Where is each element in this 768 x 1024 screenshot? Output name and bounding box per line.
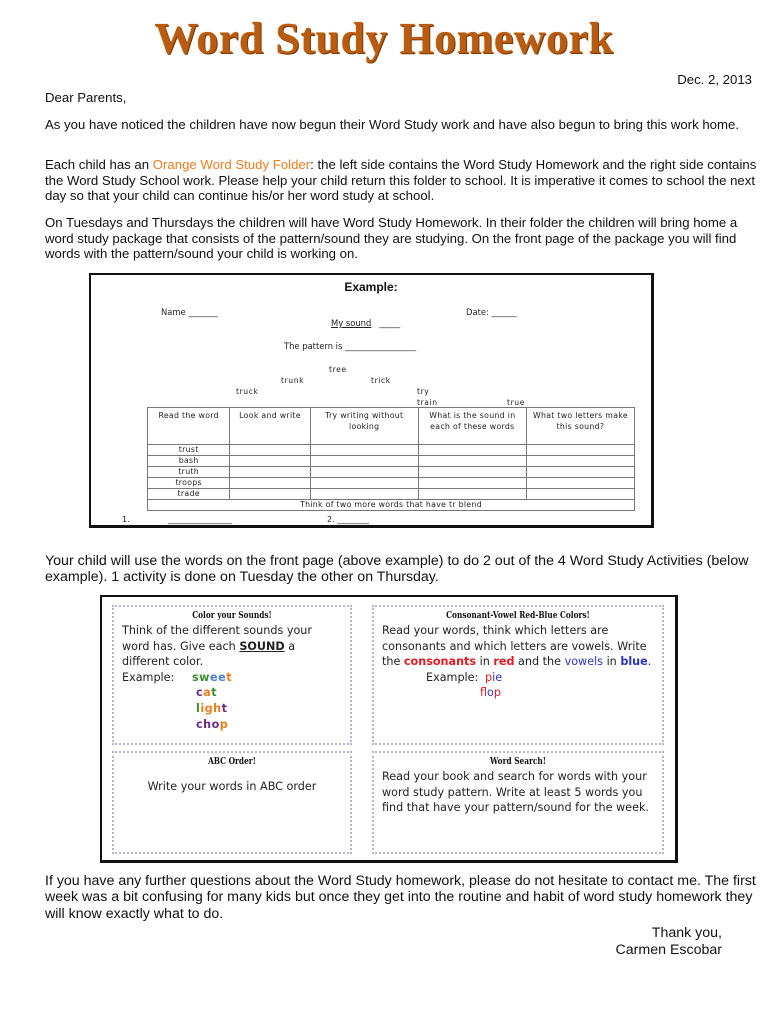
word-cell: bash <box>148 456 230 467</box>
activity-word-search <box>372 751 664 854</box>
cv-examples <box>382 670 654 706</box>
consonants-word: consonants <box>403 655 477 669</box>
word-try: try <box>417 387 430 396</box>
word-trunk: trunk <box>281 376 305 385</box>
activity-text-part: in <box>603 655 621 669</box>
activity-text-part: Read your words, think which letters are consonants and which letters are vowels. Write the <box>382 624 647 669</box>
activity-text: Write your words in ABC order <box>147 780 317 793</box>
word-truck: truck <box>236 387 259 396</box>
colored-segment: l <box>196 701 201 715</box>
line-2: 2. ________ <box>327 515 370 524</box>
colored-segment: fl <box>480 685 488 699</box>
paragraph-folder <box>45 157 757 204</box>
table-row <box>148 467 635 478</box>
color-examples <box>122 670 342 734</box>
colored-word <box>485 670 502 686</box>
colored-segment: t <box>226 670 233 684</box>
paragraph-activities-intro: Your child will use the words on the front page (above example) to do 2 out of the 4 Word Study Activities (below example). 1 activity is done on Tuesday the other on Thursday. <box>45 553 749 586</box>
word-study-table <box>147 407 635 511</box>
blend-prompt: Think of two more words that have tr blend <box>148 500 635 511</box>
example-label: Example: <box>426 670 479 684</box>
activity-color-sounds <box>112 605 352 745</box>
greeting: Dear Parents, <box>45 90 127 105</box>
name-field: Name _______ <box>161 307 218 317</box>
my-sound-field <box>331 318 400 328</box>
colored-segment: t <box>211 686 218 700</box>
header-what-sound: What is the sound in each of these words <box>418 408 526 445</box>
cv-example-flop <box>480 685 501 701</box>
orange-folder-highlight: Orange Word Study Folder <box>152 157 311 172</box>
activity-text-part: a different color. <box>122 639 296 669</box>
colored-segment: p <box>493 685 502 699</box>
activity-title: Word Search! <box>489 757 547 767</box>
paragraph-folder-end: : the left side contains the Word Study Homework and the right side contains the Word Study School work. Please help your child return this folder to school. It is imperative it comes to school the next day so that your child can continue his/or her word study at school. <box>45 157 757 204</box>
my-sound-blank: _____ <box>379 318 401 328</box>
table-row <box>148 489 635 500</box>
colored-segment: sw <box>192 670 210 684</box>
activity-text <box>382 623 654 670</box>
sound-emphasis: SOUND <box>239 639 285 653</box>
colored-segment: p <box>219 717 229 731</box>
table-row <box>148 445 635 456</box>
closing: Thank you, <box>651 925 722 941</box>
table-footer-row <box>148 500 635 511</box>
activity-title: Consonant-Vowel Red-Blue Colors! <box>446 611 590 621</box>
word-cell: trust <box>148 445 230 456</box>
activity-text-part: and the <box>514 655 562 669</box>
word-tree: tree <box>329 365 347 374</box>
table-row <box>148 478 635 489</box>
letter-date: Dec. 2, 2013 <box>677 72 752 87</box>
word-cell: trade <box>148 489 230 500</box>
colored-word <box>192 670 232 686</box>
colored-segment: cho <box>196 717 220 731</box>
date-field: Date: ______ <box>466 307 517 317</box>
colored-word-list <box>192 670 232 732</box>
example-worksheet <box>89 273 654 528</box>
colored-segment: ie <box>492 670 503 684</box>
paragraph-closing: If you have any further questions about the Word Study homework, please do not hesitate to contact me. The first week was a bit confusing for many kids but once they get into the routine and habit of word study homework they will know exactly what to do. <box>45 873 756 922</box>
blue-word: blue <box>620 655 648 669</box>
word-train: train <box>417 398 438 407</box>
colored-segment: ee <box>210 670 227 684</box>
page-title: Word Study Homework <box>154 14 614 63</box>
paragraph-folder-start: Each child has an <box>45 157 153 172</box>
header-try-writing: Try writing without looking <box>310 408 418 445</box>
signature: Carmen Escobar <box>615 942 722 958</box>
header-look-write: Look and write <box>230 408 310 445</box>
activity-text: Read your book and search for words with your word study pattern. Write at least 5 words you find that have your pattern/sound for the week. <box>382 770 649 815</box>
activity-text-part: Think of the different sounds your word has. Give each <box>122 624 312 653</box>
line-1-label: 1. <box>122 515 130 524</box>
activity-text-part: . <box>647 655 652 669</box>
activity-abc-order <box>112 751 352 854</box>
colored-segment: t <box>221 701 228 715</box>
paragraph-schedule: On Tuesdays and Thursdays the children will have Word Study Homework. In their folder the children will bring home a word study package that consists of the pattern/sound they are studying. On the front page of the package you will find words with the pattern/sound your child is working on. <box>45 215 738 262</box>
activity-text <box>122 623 342 670</box>
line-1-blank: ________________ <box>168 515 232 524</box>
header-two-letters: What two letters make this sound? <box>526 408 634 445</box>
vowels-word: vowels <box>564 655 604 669</box>
activity-consonant-vowel <box>372 605 664 745</box>
colored-segment: o <box>487 685 494 699</box>
colored-segment: p <box>485 670 493 684</box>
colored-segment: c <box>196 686 204 700</box>
colored-word <box>196 717 232 733</box>
word-cell: troops <box>148 478 230 489</box>
paragraph-intro: As you have noticed the children have now begun their Word Study work and have also begun to bring this work home. <box>45 117 739 132</box>
example-title: Example: <box>344 280 398 294</box>
colored-word <box>480 685 501 701</box>
pattern-field: The pattern is _________________ <box>284 341 417 351</box>
activities-box <box>100 595 678 863</box>
activity-title: Color your Sounds! <box>192 611 272 621</box>
word-trick: trick <box>371 376 391 385</box>
table-row <box>148 456 635 467</box>
red-word: red <box>493 655 515 669</box>
word-cell: truth <box>148 467 230 478</box>
colored-word <box>196 701 232 717</box>
colored-segment: igh <box>200 701 222 715</box>
header-read-word: Read the word <box>148 408 230 445</box>
activity-text-part: in <box>476 655 494 669</box>
word-true: true <box>507 398 525 407</box>
example-label: Example: <box>122 670 175 684</box>
colored-segment: a <box>203 686 212 700</box>
cv-example-pie <box>485 670 502 686</box>
activity-title: ABC Order! <box>208 757 256 767</box>
my-sound-label: My sound <box>331 318 372 328</box>
colored-word <box>196 685 232 701</box>
